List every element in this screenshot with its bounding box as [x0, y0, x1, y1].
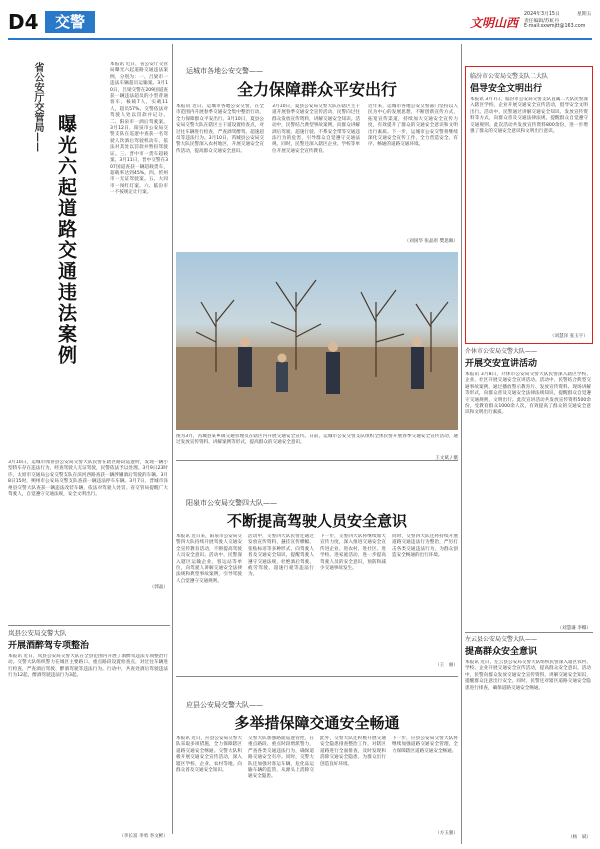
main-kicker: 运城市各地公安交警—— — [186, 67, 263, 75]
jiexiu-article — [465, 346, 593, 636]
yangquan-kicker: 阳泉市公安局交警四大队—— — [186, 499, 277, 507]
drunk-byline: （李长富 李勇 李文彬） — [119, 834, 168, 839]
box-body: 本报讯 3月7日，临汾市公安局交警支队直属二大队民警深入辖区学校、企业开展交通安全宣传活动，倡导安全文明出行。活动中，民警通过讲解交通安全知识、发放宣传资料等方式，向群众普及交通法律法规，提醒群众自觉遵守交通规则。此次活动共发放宣传资料800余份，进一步增强了群众的交通安全意识和文明出行意识。 — [470, 97, 588, 135]
yingxian-body-col3: 此外，交警大队还积极开展交通安全隐患排查整治工作，对辖区道路进行全面排查，及时发现和消除交通安全隐患，为群众出行创造良好环境。 — [320, 736, 386, 767]
left-article — [8, 44, 174, 624]
yingxian-headline: 多举措保障交通安全畅通 — [234, 714, 400, 732]
jiexiu-byline: （刘慧谦 李娜） — [557, 626, 591, 631]
main-body-col3: 近年来，运城市各地公安交警部门坚持以人民为中心的发展思想，不断创新宣传方式，拓宽宣传渠道，持续加大交通安全宣传力度，有效提升了群众的交通安全意识和文明出行素质。下一步，运城市公安交警将继续深化交通安全宣传工作，全力营造安全、有序、畅通的道路交通环境。 — [368, 104, 458, 148]
photo-caption: 图为3月，芮城县某乡镇交通管理员在辖区内开展交通安全宣传。日前，运城市公安交警支队组织全体民警开展春季交通安全宣传活动，通过发放宣传资料、讲解案例等形式，提高群众的交通安全意识。 — [176, 434, 458, 446]
yingxian-kicker: 应县公安局交警大队—— — [186, 701, 263, 709]
zuoyun-byline: （杨 斌） — [568, 835, 591, 840]
box-headline: 倡导安全文明出行 — [470, 84, 543, 94]
drunk-body: 本报讯 近日，岚县公安局交警大队在全县范围内开展了酒醉驾违法专项整治行动。交警大队组织警力在城区主要路口、重点路段设置检查点，对过往车辆进行检查，严查酒后驾驶、醉酒驾驶等违法行为。行动中，共查处酒后驾驶违法行为12起，醉酒驾驶违法行为3起。 — [8, 654, 168, 679]
zuoyun-article — [465, 634, 593, 843]
left-body-bottom: 3月10日，运城市闻喜县公安局交警大队民警在辖区路段巡逻时，发现一辆小型轿车存在违法行为，经查驾驶人无证驾驶，民警依法予以处理。3月9日23时许，太原市交通局公安交警支队在滨河西路查获一辆涉嫌酒后驾驶的车辆。3月8日15时，朔州市公安局交警支队查获一辆违法停车车辆。3月7日，晋城市泽州县交警大队查获一辆违法改装车辆，依法对驾驶人处罚。省交管局提醒广大驾驶人，自觉遵守交通法规，安全文明出行。 — [8, 460, 168, 498]
yingxian-byline: （方玉强） — [435, 831, 458, 836]
left-kicker: 省公安厅交管局—— — [32, 62, 43, 152]
weekday: 星期五 — [577, 12, 592, 17]
left-column-divider — [172, 44, 173, 834]
drunk-kicker: 岚县公安局交警大队 — [8, 629, 67, 637]
jiexiu-headline: 开展交安宣讲活动 — [465, 359, 538, 369]
section-label: 交警 — [54, 13, 85, 31]
zuoyun-body: 本报讯 近日，左云县公安局交警大队组织民警深入辖区农村、学校、企业开展交通安全宣传活动，提高群众安全意识。活动中，民警向群众发放交通安全宣传资料，讲解交通安全知识，提醒群众注意出行安全。同时，民警还对辖区道路交通安全隐患进行排查，确保道路交通安全畅通。 — [465, 660, 591, 691]
yangquan-article — [176, 462, 458, 672]
main-body-col2: 3月10日，夏县公安局交警大队在辖区主干道开展春季交通安全宣传活动，民警向过往群众发放宣传资料，讲解交通安全知识。活动中，民警结合典型事故案例，向群众讲解酒后驾驶、超速行驶、不系安全带等交通违法行为的危害，引导群众自觉遵守交通法规。同时，民警还深入辖区企业、学校等单位开展交通安全宣传教育。 — [272, 104, 360, 154]
right-column-divider — [461, 44, 462, 844]
zuoyun-kicker: 左云县公安局交警大队—— — [465, 636, 538, 643]
section-tag — [45, 11, 95, 33]
left-headline: 曝光六起道路交通违法案例 — [55, 114, 77, 366]
news-photo — [176, 252, 458, 430]
yangquan-headline: 不断提高驾驶人员安全意识 — [226, 512, 407, 530]
main-bottom-rule — [176, 460, 458, 461]
yangquan-body-col3: 下一步，交警四大队将继续加大宣传力度，深入推进交通安全宣传进企业、进农村、进社区、进学校、进家庭活动，进一步提高驾驶人员的安全意识，预防和减少交通事故发生。 — [320, 534, 386, 572]
date: 2024年3月15日 — [524, 12, 560, 17]
jiexiu-bottom-rule — [465, 632, 593, 633]
box-byline: （刘慧泽 张玉宇） — [549, 334, 588, 339]
left-body: 本报讯 近日，省公安厅交管局曝光六起道路交通违法案例，分别为：一、吕梁市一违法车辆超员运输案。3月10日，吕梁交警在209国道查获一辆违法超员的小型普通客车，核载7人，实载11人，超员57%。交警依法对驾驶人处以罚款并记分。二、阳泉市一酒后驾驶案。3月12日，阳泉市公安局交警支队在巡逻中查获一名驾驶人饮酒后驾驶机动车，依法对其处以罚款并暂扣驾驶证。三、晋中市一货车超载案。3月11日，晋中交警在307国道查获一辆超载货车，超载率达到45%。四、忻州市一无证驾驶案。五、大同市一闯红灯案。六、临汾市一不按规定让行案。 — [110, 62, 168, 196]
yangquan-bottom-rule — [176, 676, 458, 677]
yingxian-body-col2: 交警大队加强路面巡逻管控，在重点路段、重点时段增派警力，严查各类交通违法行为，确保道路交通安全有序。同时，交警大队还加强对客运车辆、危化品运输车辆的监管，从源头上消除交通安全隐患。 — [248, 736, 314, 780]
email-line: E-mail:sxwmjtt@163.com — [524, 24, 586, 29]
yangquan-body-col4: 同时，交警四大队还将持续开展道路交通违法行为整治，严厉打击各类交通违法行为，为群众创造安全畅通的出行环境。 — [392, 534, 458, 559]
photo-byline: 王文斌 / 摄 — [435, 456, 458, 461]
main-byline: （刘国华 张晶彤 樊思佩） — [404, 239, 458, 244]
yangquan-body-col2: 活动中，交警四大队民警还通过发放宣传资料、悬挂宣传横幅、张贴标语等多种形式，向驾驶人普及交通安全知识，提醒驾驶人遵守交通法规，杜绝酒后驾驶、疲劳驾驶、超速行驶等违法行为。 — [248, 534, 314, 578]
drunk-article — [8, 628, 170, 843]
drunk-headline: 开展酒醉驾专项整治 — [8, 641, 90, 651]
box-kicker: 临汾市公安局交警支队二大队 — [470, 73, 549, 80]
masthead — [0, 0, 600, 40]
page-number: D4 — [8, 10, 39, 34]
left-byline: （郭晶） — [149, 585, 168, 590]
yangquan-body-col1: 本报讯 近日来，阳泉市公安局交警四大队持续开展驾驶人交通安全宣传教育活动，不断提高驾驶人员安全意识。活动中，民警深入辖区运输企业、客运站等单位，向驾驶人讲解交通安全法律法规和典型事故案例，引导驾驶人自觉遵守交通规则。 — [176, 534, 242, 584]
logo: 文明山西 — [470, 16, 519, 30]
main-body-col1: 本报讯 近日，运城市各地公安交警，在全市范围内开展春季交通安全集中整治行动，全力保障群众平安出行。3月10日，夏县公安局交警大队在辖区主干道设置检查点，对过往车辆进行检查，严查酒驾醉驾、超速超员等违法行为。3月10日，芮城县公安局交警大队民警深入农村地区，开展交通安全宣传活动，提高群众交通安全意识。 — [176, 104, 264, 154]
yingxian-article — [176, 678, 458, 843]
yangquan-byline: （王 丽） — [435, 663, 458, 668]
yingxian-body-col4: 下一步，应县公安局交警大队将继续加强道路交通安全管理，全力保障辖区道路交通安全畅通。 — [392, 736, 458, 754]
drunk-top-rule — [8, 625, 170, 626]
main-article — [176, 44, 458, 464]
jiexiu-body: 本报讯 3月8日，介休市公安局交警大队民警深入辖区学校、企业、社区开展交通安全宣讲活动。活动中，民警结合典型交通事故案例，通过播放警示教育片、发放宣传资料、现场讲解等形式，向群众普及交通安全法律法规知识，提醒群众自觉遵守交通规则，文明出行。此次宣讲活动共发放宣传资料500余份，受教育群众1000余人次，有效提高了群众的交通安全意识和文明出行素质。 — [465, 372, 591, 416]
photo-scene — [176, 252, 458, 430]
masthead-rule — [8, 38, 592, 40]
editor-line: 责任编辑/苏虹丹 — [524, 19, 560, 24]
zuoyun-headline: 提高群众安全意识 — [465, 647, 538, 657]
jiexiu-kicker: 介休市公安局交警大队—— — [465, 348, 538, 355]
yingxian-body-col1: 本报讯 近日，应县公安局交警大队采取多项措施，全力保障辖区道路交通安全畅通。交警大队积极开展交通安全宣传活动，深入辖区学校、企业、农村等地，向群众普及交通安全知识。 — [176, 736, 242, 774]
box-article — [465, 66, 593, 344]
main-headline: 全力保障群众平安出行 — [236, 80, 397, 99]
